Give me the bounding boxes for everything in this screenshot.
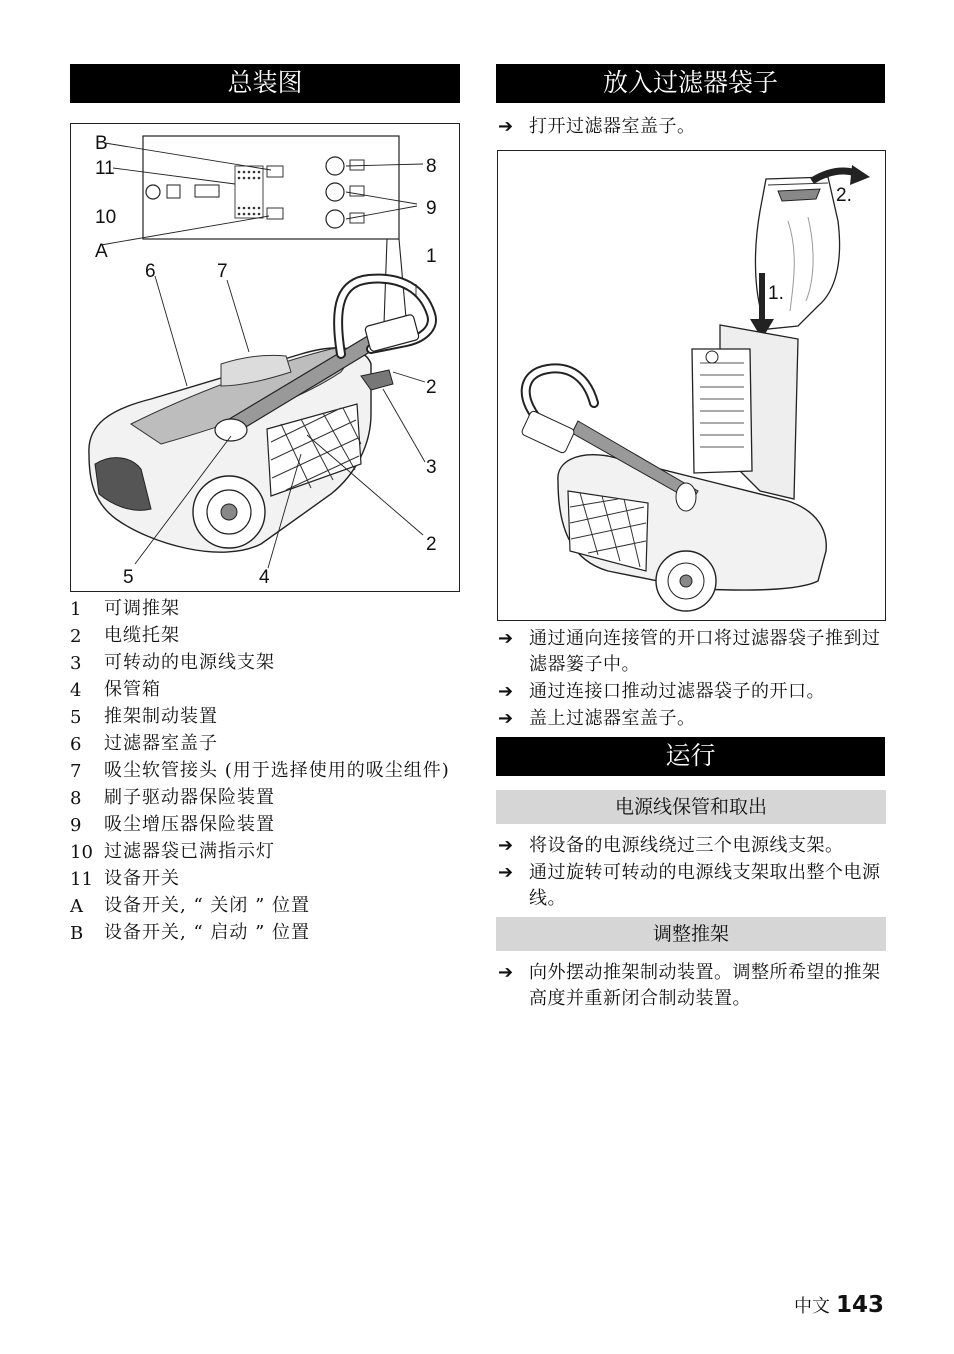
step-close-cover: ➔ 盖上过滤器室盖子。 xyxy=(498,706,890,732)
legend-item: 2 电缆托架 xyxy=(70,625,180,647)
fig-label-2-upper: 2 xyxy=(426,377,437,398)
fig-label-6: 6 xyxy=(145,261,156,282)
parts-legend xyxy=(70,596,460,947)
brush-fuse-button xyxy=(326,157,344,175)
section-title-overview: 总装图 xyxy=(70,64,460,103)
control-panel-inset xyxy=(143,136,399,239)
booster-fuse-button-1 xyxy=(326,183,344,201)
fig-label-5: 5 xyxy=(123,567,134,588)
footer-language: 中文 xyxy=(793,1296,830,1317)
page-footer xyxy=(794,1292,884,1318)
legend-item: 9 吸尘增压器保险装置 xyxy=(70,814,275,836)
fig-label-2-lower: 2 xyxy=(426,534,437,555)
fig-label-B: B xyxy=(95,133,108,154)
section-title-insert-filter-bag: 放入过滤器袋子 xyxy=(496,64,885,103)
fig-label-3: 3 xyxy=(426,457,437,478)
legend-item: B 设备开关, “ 启动 ” 位置 xyxy=(70,922,311,944)
legend-item: 6 过滤器室盖子 xyxy=(70,733,218,755)
right-arrow-icon: ➔ xyxy=(498,708,514,729)
booster-fuse-button-2 xyxy=(326,210,344,228)
fig-label-11: 11 xyxy=(95,158,115,179)
section-title-operation: 运行 xyxy=(496,737,885,776)
page-number: 143 xyxy=(835,1292,884,1318)
legend-item: 4 保管箱 xyxy=(70,679,161,701)
fig-label-8: 8 xyxy=(426,156,437,177)
subsection-title-adjust-handle: 调整推架 xyxy=(496,917,886,951)
fig-label-step-2: 2. xyxy=(836,185,852,206)
legend-item: 7 吸尘软管接头 (用于选择使用的吸尘组件) xyxy=(70,760,450,782)
fig-label-A: A xyxy=(95,241,108,262)
right-arrow-icon: ➔ xyxy=(498,628,514,649)
step-adjust-handle: ➔ 向外摆动推架制动装置。调整所希望的推架高度并重新闭合制动装置。 xyxy=(498,962,881,1009)
filter-indicator-lamp xyxy=(146,185,160,199)
step-release-cable: ➔ 通过旋转可转动的电源线支架取出整个电源线。 xyxy=(498,862,881,909)
step-push-opening: ➔ 通过连接口推动过滤器袋子的开口。 xyxy=(498,679,890,705)
legend-item: 5 推架制动装置 xyxy=(70,706,218,728)
fig-label-1: 1 xyxy=(426,246,437,267)
right-arrow-icon: ➔ xyxy=(498,862,514,883)
right-arrow-icon: ➔ xyxy=(498,116,514,137)
fig-label-10: 10 xyxy=(95,207,117,228)
legend-item: 1 可调推架 xyxy=(70,598,180,620)
legend-item: 10 过滤器袋已满指示灯 xyxy=(70,841,275,863)
fig-label-7: 7 xyxy=(217,261,228,282)
overview-figure xyxy=(70,123,460,592)
filter-bag-figure xyxy=(497,150,886,621)
fig-label-step-1: 1. xyxy=(768,283,784,304)
fig-label-9: 9 xyxy=(426,198,437,219)
right-arrow-icon: ➔ xyxy=(498,962,514,983)
legend-item: 3 可转动的电源线支架 xyxy=(70,652,275,674)
right-arrow-icon: ➔ xyxy=(498,681,514,702)
step-push-bag: ➔ 通过通向连接管的开口将过滤器袋子推到过滤器篓子中。 xyxy=(498,628,881,675)
legend-item: 11 设备开关 xyxy=(70,868,180,890)
subsection-title-cable: 电源线保管和取出 xyxy=(496,790,886,824)
legend-item: 8 刷子驱动器保险装置 xyxy=(70,787,275,809)
filter-bag-illustration xyxy=(498,151,885,620)
step-wind-cable: ➔ 将设备的电源线绕过三个电源线支架。 xyxy=(498,833,890,859)
step-open-cover: ➔ 打开过滤器室盖子。 xyxy=(498,114,890,140)
right-arrow-icon: ➔ xyxy=(498,835,514,856)
vacuum-overview-illustration xyxy=(71,124,459,591)
handle-brake xyxy=(215,419,247,441)
legend-item: A 设备开关, “ 关闭 ” 位置 xyxy=(70,895,311,917)
fig-label-4: 4 xyxy=(259,567,270,588)
